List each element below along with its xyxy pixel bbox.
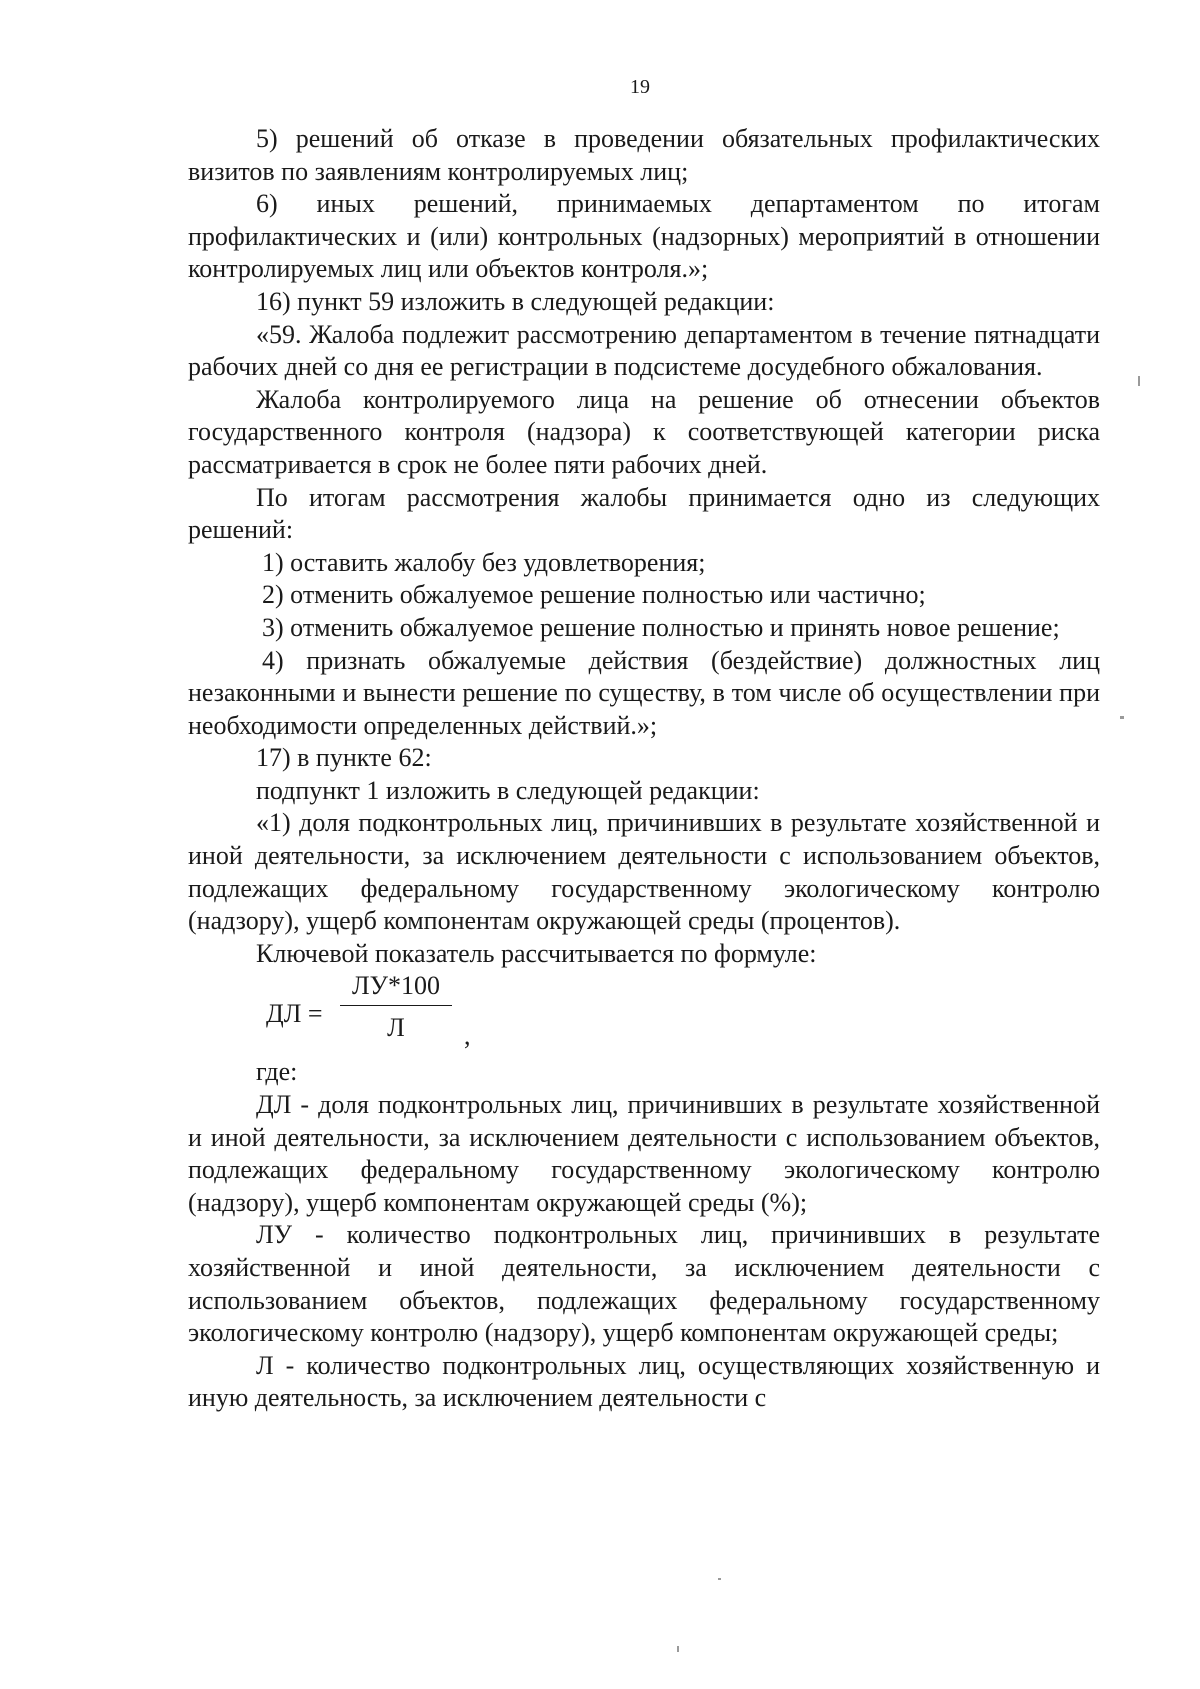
formula-denominator: Л (387, 1013, 405, 1043)
paragraph-decision-4: 4) признать обжалуемые действия (бездействие) должностных лиц незаконными и вынести решение по существу, в том числе об осуществлении при необходимости определенных действий.»; (188, 645, 1100, 740)
paragraph-point-59: «59. Жалоба подлежит рассмотрению департаментом в течение пятнадцати рабочих дней со дня ее регистрации в подсистеме досудебного обжалования. (188, 319, 1100, 382)
formula (266, 970, 1100, 1056)
scan-speck (677, 1646, 679, 1652)
paragraph-item-5: 5) решений об отказе в проведении обязательных профилактических визитов по заявлениям контролируемых лиц; (188, 124, 1100, 186)
scan-speck (718, 1578, 721, 1580)
paragraph-subclause-1: подпункт 1 изложить в следующей редакции: (256, 775, 760, 805)
page-number: 19 (630, 76, 650, 98)
formula-numerator: ЛУ*100 (340, 970, 452, 1006)
formula-comma: , (464, 1021, 471, 1051)
paragraph-clause-16: 16) пункт 59 изложить в следующей редакции: (256, 286, 775, 316)
paragraph-decision-1: 1) оставить жалобу без удовлетворения; (262, 547, 706, 577)
paragraph-def-lu: ЛУ - количество подконтрольных лиц, причинивших в результате хозяйственной и иной деятельности, за исключением деятельности с использованием объектов, подлежащих федеральному государственному экологическому контролю (надзору), ущерб компонентам окружающей среды; (188, 1220, 1100, 1348)
paragraph-where: где: (256, 1057, 298, 1087)
paragraph-item-6: 6) иных решений, принимаемых департаментом по итогам профилактических и (или) контрольных (надзорных) мероприятий в отношении контролируемых лиц или объектов контроля.»; (188, 189, 1100, 284)
scan-speck (1138, 376, 1140, 386)
paragraph-complaint-term: Жалоба контролируемого лица на решение об отнесении объектов государственного контроля (надзора) к соответствующей категории риска рассматривается в срок не более пяти рабочих дней. (188, 384, 1100, 479)
document-body (188, 123, 1100, 1415)
paragraph-formula-intro: Ключевой показатель рассчитывается по формуле: (256, 938, 817, 968)
paragraph-decision-2: 2) отменить обжалуемое решение полностью или частично; (262, 580, 926, 610)
formula-fraction (340, 970, 452, 1044)
scan-speck (1120, 716, 1124, 719)
paragraph-decision-3: 3) отменить обжалуемое решение полностью и принять новое решение; (262, 612, 1060, 642)
paragraph-indicator-definition: «1) доля подконтрольных лиц, причинивших в результате хозяйственной и иной деятельности, за исключением деятельности с использованием объектов, подлежащих федеральному государственному экологическому контролю (надзору), ущерб компонентам окружающей среды (процентов). (188, 808, 1100, 936)
paragraph-clause-17: 17) в пункте 62: (256, 743, 432, 773)
paragraph-def-dl: ДЛ - доля подконтрольных лиц, причинивших в результате хозяйственной и иной деятельности, за исключением деятельности с использованием объектов, подлежащих федеральному государственному экологическому контролю (надзору), ущерб компонентам окружающей среды (%); (188, 1090, 1100, 1217)
paragraph-def-l: Л - количество подконтрольных лиц, осуществляющих хозяйственную и иную деятельность, за исключением деятельности с (188, 1350, 1100, 1413)
paragraph-decisions-intro: По итогам рассмотрения жалобы принимается одно из следующих решений: (188, 482, 1100, 545)
formula-lhs: ДЛ = (266, 999, 323, 1029)
